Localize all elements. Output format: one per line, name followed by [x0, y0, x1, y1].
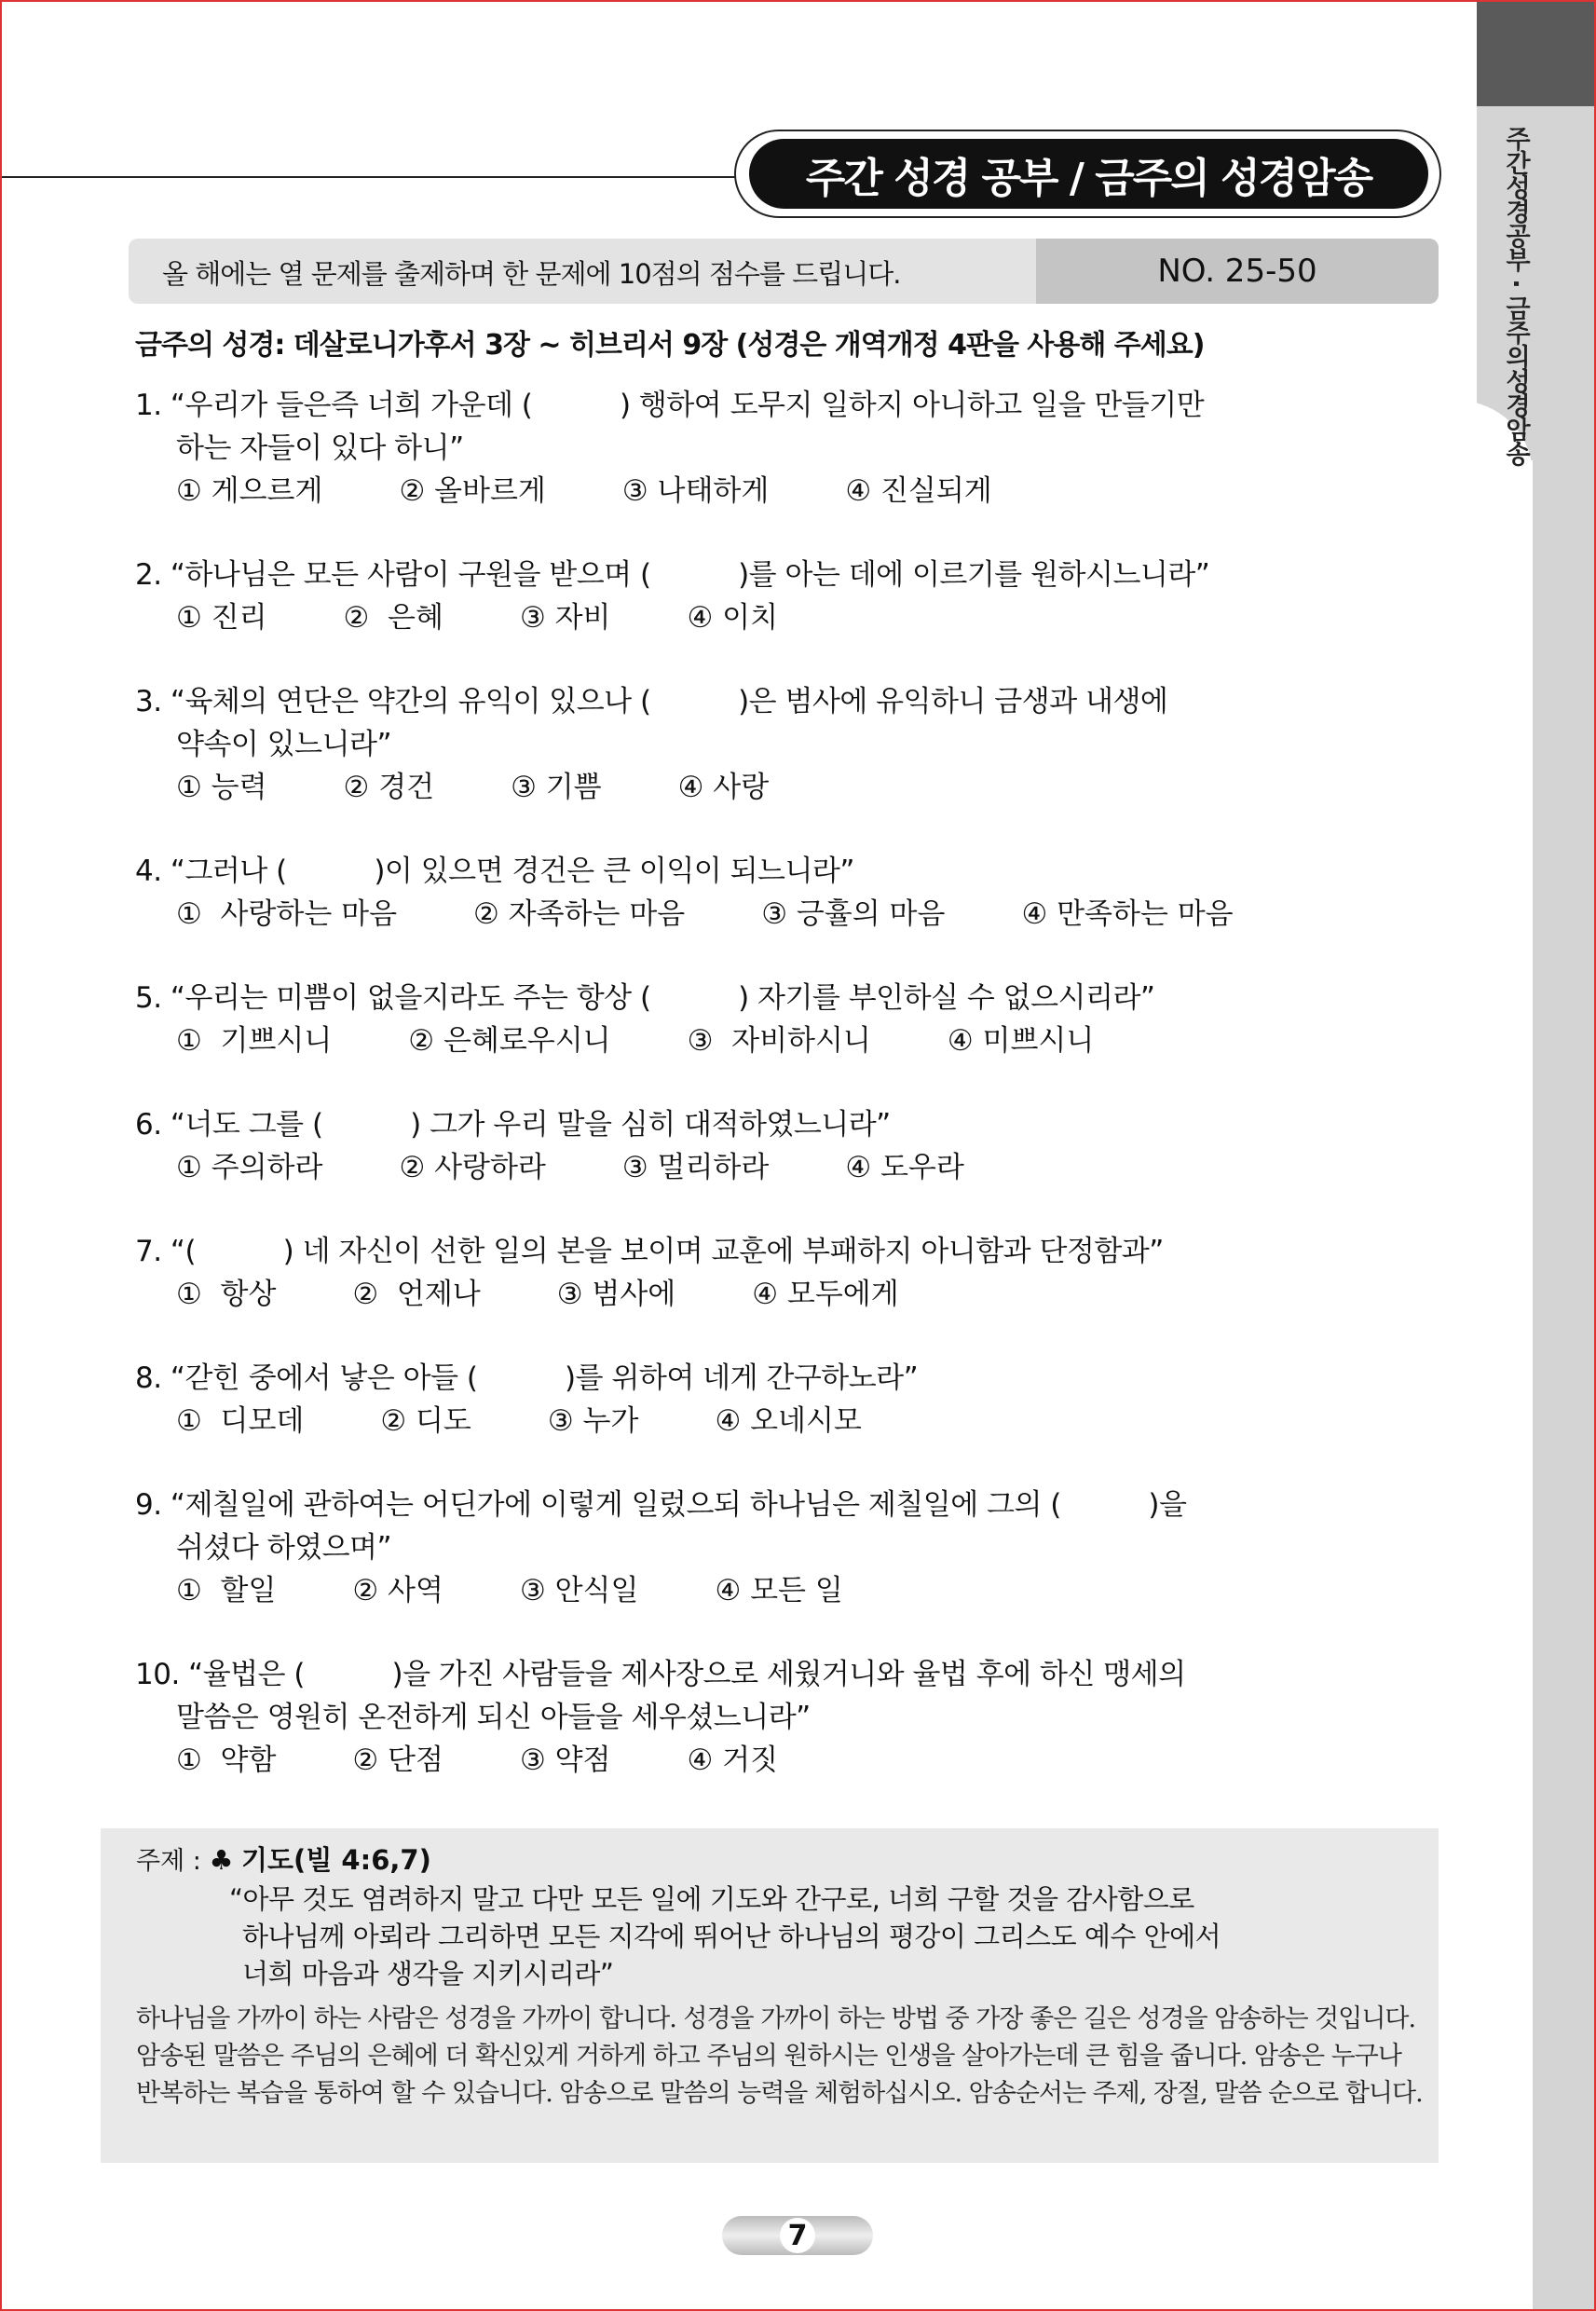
- side-tab-top: [1477, 0, 1596, 106]
- answer-option[interactable]: ② 자족하는 마음: [473, 897, 686, 931]
- answer-option[interactable]: ① 약함: [176, 1744, 277, 1777]
- question-text: [135, 1484, 1425, 1569]
- question-5: [135, 977, 1425, 1062]
- question-text: [135, 680, 1425, 766]
- answer-option[interactable]: ④ 모두에게: [752, 1278, 899, 1311]
- question-line: 3. “육체의 연단은 약간의 유익이 있으나 ( )은 범사에 유익하니 금생과 내생에: [135, 685, 1168, 718]
- answer-option[interactable]: ① 디모데: [176, 1404, 305, 1438]
- answer-option[interactable]: ④ 만족하는 마음: [1021, 897, 1234, 931]
- answer-option[interactable]: ① 기쁘시니: [176, 1024, 333, 1058]
- question-8: [135, 1357, 1425, 1443]
- answer-options: [135, 893, 1425, 936]
- side-margin-strip: [1533, 401, 1596, 2311]
- answer-options: [135, 1146, 1425, 1189]
- answer-option[interactable]: ④ 미쁘시니: [947, 1024, 1095, 1058]
- question-10: [135, 1653, 1425, 1782]
- question-2: [135, 554, 1425, 639]
- page-title: 주간 성경 공부 / 금주의 성경암송: [749, 139, 1428, 209]
- question-line: 10. “율법은 ( )을 가진 사람들을 제사장으로 세웠거니와 율법 후에 하신 맹세의: [135, 1658, 1186, 1691]
- question-line: 8. “갇힌 중에서 낳은 아들 ( )를 위하여 네게 간구하노라”: [135, 1361, 919, 1395]
- memorization-description: 하나님을 가까이 하는 사람은 성경을 가까이 합니다. 성경을 가까이 하는 방법 중 가장 좋은 길은 성경을 암송하는 것입니다. 암송된 말씀은 주님의 은혜에 더 확신있게 거하게 하고 주님의 원하시는 인생을 살아가는데 큰 힘을 줍니다. 암송은 누구나 반복하는 복습을 통하여 할 수 있습니다. 암송으로 말씀의 능력을 체험하십시오. 암송순서는 주제, 장절, 말씀 순으로 합니다.: [136, 2004, 1423, 2108]
- answer-options: [135, 1273, 1425, 1316]
- answer-option[interactable]: ② 언제나: [352, 1278, 481, 1311]
- answer-option[interactable]: ① 항상: [176, 1278, 277, 1311]
- page-number-badge: [722, 2216, 873, 2255]
- answer-options: [135, 1569, 1425, 1612]
- question-line: 약속이 있느니라”: [176, 728, 392, 761]
- question-line: 하는 자들이 있다 하니”: [176, 431, 464, 465]
- title-banner: [734, 130, 1441, 218]
- question-4: [135, 850, 1425, 936]
- club-icon: ♣: [209, 1844, 234, 1876]
- question-text: [135, 554, 1425, 596]
- question-line: 2. “하나님은 모든 사람이 구원을 받으며 ( )를 아는 데에 이르기를 원하시느니라”: [135, 558, 1210, 592]
- answer-option[interactable]: ③ 자비: [519, 601, 611, 635]
- memory-verse: [229, 1880, 1221, 1992]
- answer-options: [135, 1400, 1425, 1443]
- question-text: [135, 977, 1425, 1019]
- verse-line: “아무 것도 염려하지 말고 다만 모든 일에 기도와 간구로, 너희 구할 것을 감사함으로: [229, 1883, 1194, 1915]
- verse-line: 하나님께 아뢰라 그리하면 모든 지각에 뛰어난 하나님의 평강이 그리스도 예수 안에서: [242, 1921, 1221, 1952]
- answer-option[interactable]: ④ 모든 일: [715, 1574, 843, 1607]
- question-text: [135, 850, 1425, 893]
- answer-option[interactable]: ③ 누가: [547, 1404, 639, 1438]
- answer-option[interactable]: ① 사랑하는 마음: [176, 897, 398, 931]
- question-line: 말씀은 영원히 온전하게 되신 아들을 세우셨느니라”: [176, 1701, 811, 1734]
- answer-option[interactable]: ④ 도우라: [845, 1151, 964, 1184]
- answer-option[interactable]: ① 능력: [176, 771, 267, 804]
- answer-option[interactable]: ③ 멀리하라: [621, 1151, 770, 1184]
- side-tab-label: 주간성경공부 · 금주의성경암송: [1501, 126, 1530, 466]
- question-text: [135, 1357, 1425, 1400]
- notice-text: 올 해에는 열 문제를 출제하며 한 문제에 10점의 점수를 드립니다.: [162, 258, 901, 290]
- topic-line: [136, 1839, 431, 1878]
- answer-option[interactable]: ① 할일: [176, 1574, 277, 1607]
- question-9: [135, 1484, 1425, 1612]
- answer-option[interactable]: ④ 진실되게: [845, 474, 992, 508]
- answer-option[interactable]: ② 사역: [352, 1574, 443, 1607]
- answer-option[interactable]: ④ 이치: [687, 601, 779, 635]
- answer-options: [135, 1019, 1425, 1062]
- answer-options: [135, 596, 1425, 639]
- answer-option[interactable]: ② 올바르게: [399, 474, 546, 508]
- question-text: [135, 384, 1425, 470]
- answer-option[interactable]: ② 은혜로우시니: [408, 1024, 611, 1058]
- question-line: 5. “우리는 미쁨이 없을지라도 주는 항상 ( ) 자기를 부인하실 수 없으시리라”: [135, 981, 1155, 1015]
- answer-option[interactable]: ③ 약점: [519, 1744, 611, 1777]
- question-line: 4. “그러나 ( )이 있으면 경건은 큰 이익이 되느니라”: [135, 855, 854, 888]
- question-line: 7. “( ) 네 자신이 선한 일의 본을 보이며 교훈에 부패하지 아니함과 단정함과”: [135, 1235, 1164, 1268]
- scripture-scope: 금주의 성경: 데살로니가후서 3장 ~ 히브리서 9장 (성경은 개역개정 4판을 사용해 주세요): [135, 329, 1205, 362]
- memory-verse-box: [101, 1828, 1439, 2163]
- topic-label: 주제 :: [136, 1847, 201, 1876]
- answer-options: [135, 1739, 1425, 1782]
- answer-option[interactable]: ④ 오네시모: [715, 1404, 862, 1438]
- verse-line: 너희 마음과 생각을 지키시리라”: [242, 1958, 614, 1990]
- answer-option[interactable]: ③ 긍휼의 마음: [761, 897, 946, 931]
- question-3: [135, 680, 1425, 809]
- question-line: 1. “우리가 들은즉 너희 가운데 ( ) 행하여 도무지 일하지 아니하고 일을 만들기만: [135, 389, 1205, 422]
- answer-option[interactable]: ③ 범사에: [556, 1278, 676, 1311]
- answer-option[interactable]: ① 진리: [176, 601, 267, 635]
- header-rule: [0, 176, 736, 178]
- question-line: 쉬셨다 하였으며”: [176, 1531, 392, 1565]
- answer-option[interactable]: ② 사랑하라: [399, 1151, 546, 1184]
- answer-option[interactable]: ④ 거짓: [687, 1744, 779, 1777]
- answer-option[interactable]: ④ 사랑: [677, 771, 770, 804]
- question-line: 6. “너도 그를 ( ) 그가 우리 말을 심히 대적하였느니라”: [135, 1108, 891, 1142]
- answer-option[interactable]: ③ 자비하시니: [687, 1024, 871, 1058]
- question-1: [135, 384, 1425, 513]
- topic-title: 기도(빌 4:6,7): [241, 1844, 431, 1876]
- question-6: [135, 1103, 1425, 1189]
- answer-option[interactable]: ① 주의하라: [176, 1151, 323, 1184]
- answer-options: [135, 766, 1425, 809]
- answer-option[interactable]: ② 디도: [380, 1404, 471, 1438]
- answer-options: [135, 470, 1425, 513]
- question-text: [135, 1230, 1425, 1273]
- question-7: [135, 1230, 1425, 1316]
- question-text: [135, 1103, 1425, 1146]
- answer-option[interactable]: ③ 안식일: [519, 1574, 639, 1607]
- answer-option[interactable]: ③ 기쁨: [511, 771, 602, 804]
- question-line: 9. “제칠일에 관하여는 어딘가에 이렇게 일렀으되 하나님은 제칠일에 그의 ( )을: [135, 1488, 1187, 1522]
- answer-option[interactable]: ② 경건: [343, 771, 435, 804]
- answer-option[interactable]: ② 은혜: [343, 601, 443, 635]
- page-number: 7: [780, 2218, 815, 2253]
- issue-number: NO. 25-50: [1036, 239, 1439, 304]
- question-text: [135, 1653, 1425, 1739]
- answer-option[interactable]: ③ 나태하게: [621, 474, 770, 508]
- answer-option[interactable]: ① 게으르게: [176, 474, 323, 508]
- answer-option[interactable]: ② 단점: [352, 1744, 443, 1777]
- info-bar: [129, 239, 1439, 304]
- question-list: [135, 384, 1425, 1823]
